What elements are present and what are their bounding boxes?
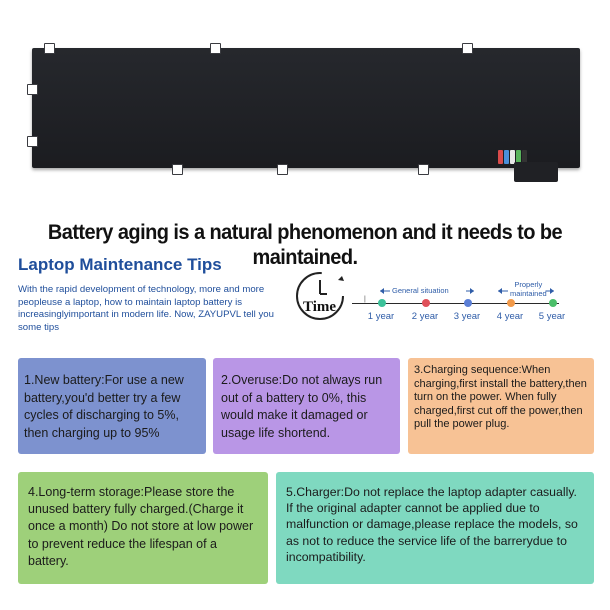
timeline-dot <box>507 299 515 307</box>
timeline-year-label: 5 year <box>538 311 566 322</box>
timeline-year-label: 1 year <box>367 311 395 322</box>
tip-charging-sequence: 3.Charging sequence:When charging,first install the battery,then turn on the power. When fully charged,first cut off the power,then pull the power plug. <box>408 358 594 454</box>
battery-mount-tab <box>172 164 183 175</box>
timeline-general-label: General situation <box>392 286 449 295</box>
battery-wire <box>498 150 503 164</box>
battery-mount-tab <box>210 43 221 54</box>
battery-connector <box>514 162 558 182</box>
tip-long-term-storage: 4.Long-term storage:Please store the unused battery fully charged.(Charge it once a month) Do not store at low power to prevent reduce the lifespan of a battery. <box>18 472 268 584</box>
battery-mount-tab <box>462 43 473 54</box>
timeline-dot <box>464 299 472 307</box>
timeline-dot <box>422 299 430 307</box>
battery-mount-tab <box>418 164 429 175</box>
battery-wire <box>504 150 509 164</box>
timeline-year-label: 3 year <box>453 311 481 322</box>
battery-mount-tab <box>27 136 38 147</box>
battery-mount-tab <box>44 43 55 54</box>
clock-label: Time <box>303 299 337 315</box>
headline: Battery aging is a natural phenomenon and it needs to be maintained. <box>47 220 563 269</box>
timeline-year-label: 4 year <box>496 311 524 322</box>
tip-new-battery: 1.New battery:For use a new battery,you'd better try a few cycles of discharging to 5%, then charging up to 95% <box>18 358 206 454</box>
battery-mount-tab <box>277 164 288 175</box>
timeline-proper-label: Properly maintained <box>510 280 547 298</box>
timeline-tick: | <box>364 296 366 303</box>
tips-title: Laptop Maintenance Tips <box>18 255 222 274</box>
battery-mount-tab <box>27 84 38 95</box>
timeline-year-label: 2 year <box>411 311 439 322</box>
timeline-dot <box>378 299 386 307</box>
tips-body: With the rapid development of technology, more and more peopleuse a laptop, how to maintain laptop battery is increasinglyimportant in modern life. Now, ZAYUPVL tell you some tips <box>18 284 274 333</box>
tip-charger: 5.Charger:Do not replace the laptop adapter casually. If the original adapter cannot be applied due to malfunction or damage,please replace the models, so as not to reduce the service life of the barrerydue to incompatibility. <box>276 472 594 584</box>
timeline-arrows <box>378 287 558 295</box>
tip-overuse: 2.Overuse:Do not always run out of a battery to 0%, this would make it damaged or usage life shortend. <box>213 358 400 454</box>
timeline-dot <box>549 299 557 307</box>
